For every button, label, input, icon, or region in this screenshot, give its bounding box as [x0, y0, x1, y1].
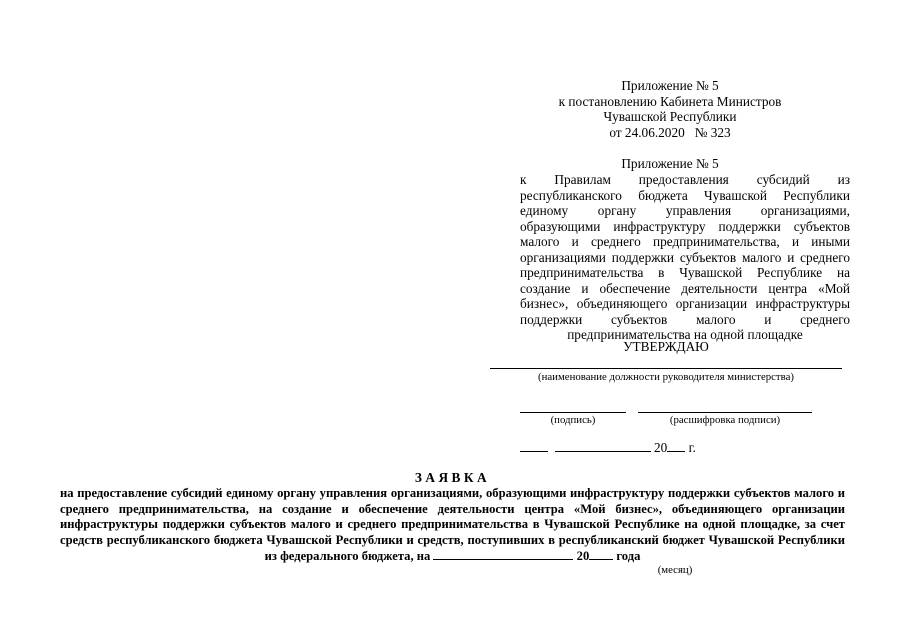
- position-caption: (наименование должности руководителя министерства): [538, 371, 794, 383]
- year-suffix: г.: [685, 440, 696, 455]
- decoding-caption: (расшифровка подписи): [669, 414, 781, 426]
- application-body: [60, 486, 845, 565]
- year-blank: [667, 440, 685, 452]
- appendix-resolution-ref: к постановлению Кабинета Министров: [558, 93, 782, 109]
- month-blank: [555, 440, 651, 452]
- appendix-date-number: от 24.06.2020 № 323: [609, 124, 731, 140]
- month-caption: (месяц): [657, 564, 693, 576]
- signature-caption: (подпись): [550, 414, 596, 426]
- appendix-resolution-header: [520, 78, 820, 140]
- appendix-republic: Чувашской Республики: [603, 109, 737, 124]
- position-line: [490, 368, 842, 369]
- year-prefix: 20: [653, 440, 668, 455]
- application-year-suffix: года: [613, 549, 641, 564]
- approve-title: УТВЕРЖДАЮ: [623, 339, 709, 354]
- day-blank: [520, 440, 548, 452]
- signature-line: [520, 412, 626, 413]
- decoding-line: [638, 412, 812, 413]
- application-title: ЗАЯВКА: [414, 470, 491, 485]
- appendix-rules-text: к Правилам предоставления субсидий из республиканского бюджета Чувашской Республики единому органу управления организациями, образующими инфраструктуру поддержки субъектов малого и среднего предпринимательства, и иными организациями поддержки субъектов малого и среднего предпринимательства в Чувашской Республике на создание и обеспечение деятельности центра «Мой бизнес», объединяющего организации инфраструктуры поддержки субъектов малого и среднего предпринимательства на одной площадке: [520, 172, 850, 342]
- application-year-prefix: 20: [576, 549, 590, 564]
- appendix-rules-number: Приложение № 5: [621, 156, 719, 171]
- application-month-blank: [433, 548, 573, 560]
- application-body-text: на предоставление субсидий единому органу управления организациями, образующими инфраструктуру поддержки субъектов малого и среднего предпринимательства, на создание и обеспечение деятельности центра «Мой бизнес», объединяющего организации инфраструктуры поддержки субъектов малого и среднего предпринимательства в Чувашской Республике на одной площадке, за счет средств республиканского бюджета Чувашской Республики и средств, поступивших в республиканский бюджет Чувашской Республики из федерального бюджета, на: [60, 486, 845, 564]
- application-year-blank: [589, 548, 613, 560]
- appendix-number: Приложение № 5: [621, 78, 719, 93]
- approval-date-line: [520, 440, 696, 456]
